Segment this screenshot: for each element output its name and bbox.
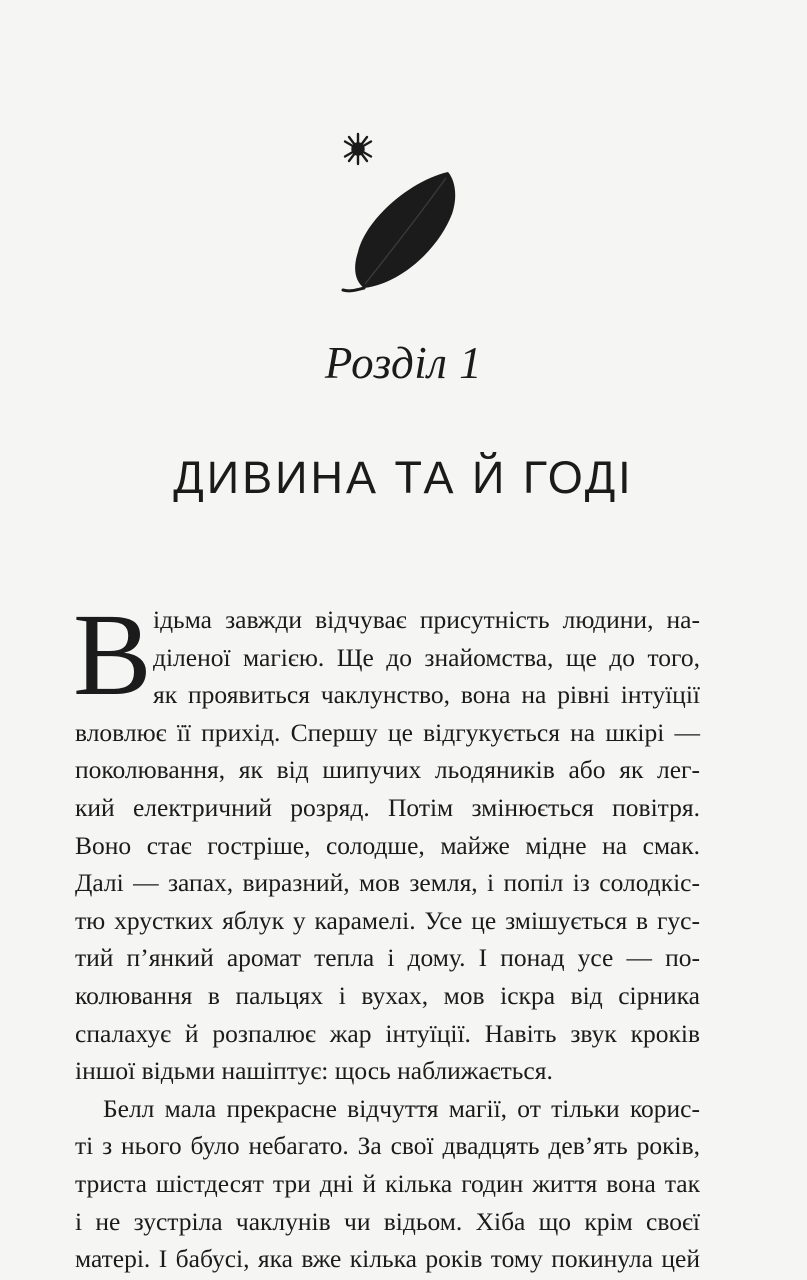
text-line: кий електричний розряд. Потім змінюється повітря. bbox=[75, 792, 700, 822]
chapter-number: Розділ 1 bbox=[324, 338, 483, 388]
text-line: іншої відьми нашіптує: щось наближається. bbox=[75, 1056, 553, 1086]
chapter-title: ДИВИНА ТА Й ГОДІ bbox=[173, 452, 634, 503]
text-line: поколювання, як від шипучих льодяників або як лег- bbox=[75, 755, 700, 785]
text-line: як проявиться чаклунство, вона на рівні інтуїції bbox=[153, 680, 700, 710]
drop-cap: В bbox=[73, 589, 152, 720]
text-line: спалахує й розпалює жар інтуїції. Навіть звук кроків bbox=[75, 1018, 700, 1048]
text-line: ідьма завжди відчуває присутність людини, на- bbox=[153, 605, 700, 634]
text-line: Белл мала прекрасне відчуття магії, от тільки корис- bbox=[103, 1093, 700, 1123]
text-line: матері. І бабусі, яка вже кілька років тому покинула цей bbox=[75, 1244, 700, 1274]
text-line: Далі — запах, виразний, мов земля, і попіл із солодкіс- bbox=[75, 868, 700, 898]
star-icon bbox=[345, 134, 371, 164]
text-line: триста шістдесят три дні й кілька годин життя вона так bbox=[75, 1168, 700, 1198]
text-line: Воно стає гостріше, солодше, майже мідне на смак. bbox=[75, 830, 700, 860]
chapter-ornament bbox=[0, 0, 807, 310]
leaf-icon bbox=[343, 172, 455, 291]
text-line: тю хрустких яблук у карамелі. Усе це змішується в гус- bbox=[75, 905, 700, 935]
text-line: тий п’янкий аромат тепла і дому. І понад усе — по- bbox=[75, 943, 700, 973]
chapter-body bbox=[73, 589, 700, 1278]
text-line: колювання в пальцях і вухах, мов іскра від сірника bbox=[75, 980, 700, 1010]
text-line: діленої магією. Ще до знайомства, ще до того, bbox=[153, 642, 700, 672]
text-line: і не зустріла чаклунів чи відьом. Хіба що крім своєї bbox=[75, 1206, 700, 1236]
text-line: вловлює її прихід. Спершу це відгукується на шкірі — bbox=[75, 717, 700, 747]
text-line: ті з нього було небагато. За свої двадцять дев’ять років, bbox=[75, 1131, 700, 1161]
